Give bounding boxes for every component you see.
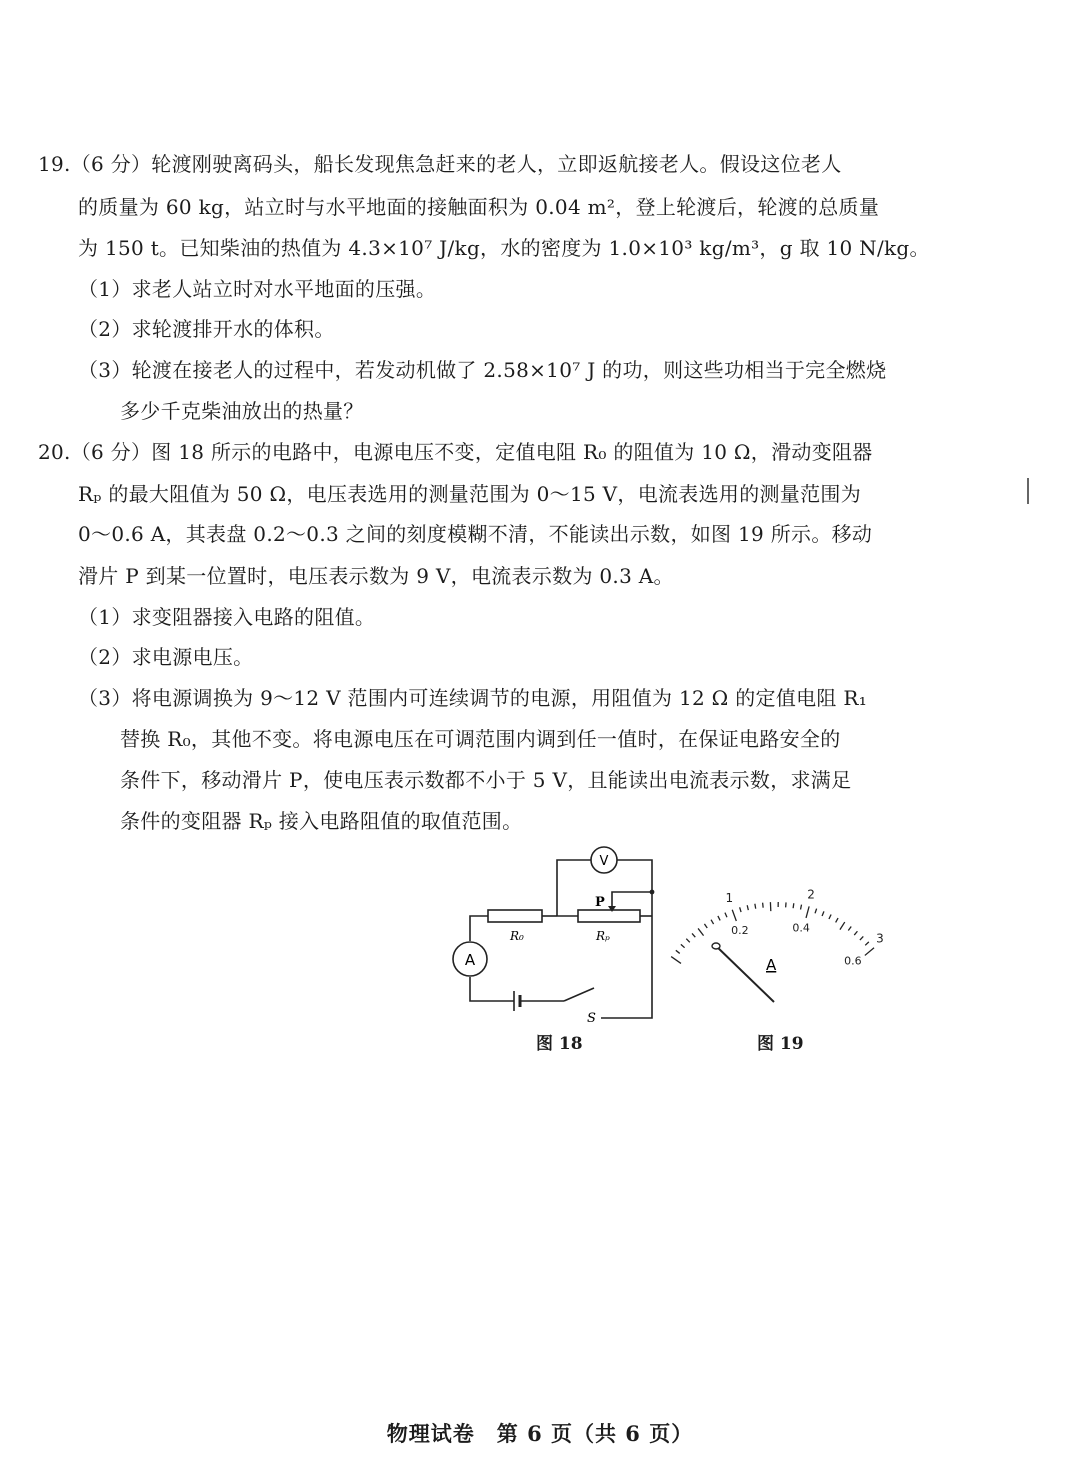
- dial-tick: [676, 950, 680, 953]
- dial-label-bottom: 0.4: [792, 921, 810, 935]
- dial-label-top: 3: [876, 931, 884, 946]
- scan-mark: [1027, 478, 1029, 504]
- voltmeter: [591, 847, 617, 873]
- switch-label: S: [587, 1011, 596, 1026]
- resistor-r0: [488, 910, 542, 943]
- battery: [514, 991, 520, 1011]
- svg-text:P: P: [595, 895, 605, 910]
- dial-tick: [836, 918, 838, 922]
- dial-label-bottom: 0.6: [844, 954, 862, 968]
- q20-part-1: （1）求变阻器接入电路的阻值。: [78, 605, 376, 629]
- q19-part-2: （2）求轮渡排开水的体积。: [78, 317, 335, 341]
- q20-part-3-cont-2: 条件下，移动滑片 P，使电压表示数都不小于 5 V，且能读出电流表示数，求满足: [120, 768, 852, 792]
- dial-label-top: 1: [725, 891, 734, 906]
- q20-part-2: （2）求电源电压。: [78, 645, 254, 669]
- q20-line-2: Rₚ 的最大阻值为 50 Ω，电压表选用的测量范围为 0～15 V，电流表选用的测量范围为: [78, 482, 861, 506]
- dial-tick: [763, 903, 764, 908]
- dial-tick: [865, 942, 869, 945]
- dial-tick: [848, 926, 851, 930]
- dial-tick: [801, 905, 802, 910]
- fig18-caption: 图 18: [536, 1034, 583, 1054]
- dial-tick: [840, 922, 845, 930]
- svg-text:V: V: [599, 854, 609, 869]
- fig19-caption: 图 19: [757, 1034, 804, 1054]
- dial-tick: [747, 905, 748, 910]
- q20-line-4: 滑片 P 到某一位置时，电压表示数为 9 V，电流表示数为 0.3 A。: [78, 564, 674, 588]
- svg-text:R₀: R₀: [510, 929, 524, 943]
- q19-line-2: 的质量为 60 kg，站立时与水平地面的接触面积为 0.04 m²，登上轮渡后，轮渡的总质量: [78, 195, 880, 219]
- dial-tick: [732, 910, 736, 921]
- dial-tick: [704, 924, 707, 928]
- dial-tick: [822, 911, 824, 916]
- svg-text:Rₚ: Rₚ: [596, 929, 610, 943]
- dial-label-bottom: 0.2: [731, 924, 749, 938]
- q19-line-3: 为 150 t。已知柴油的热值为 4.3×10⁷ J/kg，水的密度为 1.0×10³ kg/m³，g 取 10 N/kg。: [78, 236, 930, 260]
- q19-line-1: 19.（6 分）轮渡刚驶离码头，船长发现焦急赶来的老人，立即返航接老人。假设这位老人: [38, 152, 842, 176]
- dial-tick: [698, 928, 703, 935]
- svg-text:A: A: [464, 951, 476, 969]
- q20-part-3: （3）将电源调换为 9～12 V 范围内可连续调节的电源，用阻值为 12 Ω 的定值电阻 R₁: [78, 686, 868, 710]
- q20-line-1: 20.（6 分）图 18 所示的电路中，电源电压不变，定值电阻 R₀ 的阻值为 10 Ω，滑动变阻器: [38, 440, 873, 464]
- dial-tick: [681, 944, 685, 947]
- rheostat-rp: [578, 895, 640, 943]
- dial-tick: [854, 931, 857, 935]
- needle: [714, 944, 774, 1002]
- q20-part-3-cont-3: 条件的变阻器 Rₚ 接入电路阻值的取值范围。: [120, 809, 523, 833]
- dial-tick: [793, 903, 794, 908]
- dial-tick: [815, 909, 817, 914]
- dial-tick: [686, 939, 690, 943]
- q19-part-3-cont: 多少千克柴油放出的热量？: [120, 399, 364, 423]
- dial-label-top: 2: [807, 887, 815, 902]
- needle-pivot: [712, 943, 720, 949]
- dial-tick: [865, 948, 874, 956]
- dial-tick: [692, 933, 695, 937]
- q19-part-3: （3）轮渡在接老人的过程中，若发动机做了 2.58×10⁷ J 的功，则这些功相当于完全燃烧: [78, 358, 887, 382]
- dial-tick: [671, 957, 681, 964]
- dial-labels: [725, 888, 883, 968]
- dial-tick: [718, 916, 720, 920]
- q19-part-1: （1）求老人站立时对水平地面的压强。: [78, 277, 437, 301]
- dial-tick: [740, 907, 741, 912]
- q20-part-3-cont-1: 替换 R₀，其他不变。将电源电压在可调范围内调到任一值时，在保证电路安全的: [120, 727, 841, 751]
- ammeter-dial-fig19: [680, 880, 884, 1020]
- dial-tick: [725, 913, 727, 918]
- dial-tick: [806, 906, 809, 918]
- dial-tick: [711, 920, 714, 924]
- q20-line-3: 0～0.6 A，其表盘 0.2～0.3 之间的刻度模糊不清，不能读出示数，如图 19 所示。移动: [78, 522, 873, 546]
- dial-tick: [829, 914, 831, 919]
- dial-tick: [860, 936, 863, 940]
- circuit-diagram-fig18: [446, 850, 666, 1030]
- dial-unit: A: [766, 956, 777, 974]
- page-footer: 物理试卷 第 6 页（共 6 页）: [386, 1421, 694, 1446]
- dial-tick: [755, 904, 756, 909]
- ammeter: [453, 942, 487, 976]
